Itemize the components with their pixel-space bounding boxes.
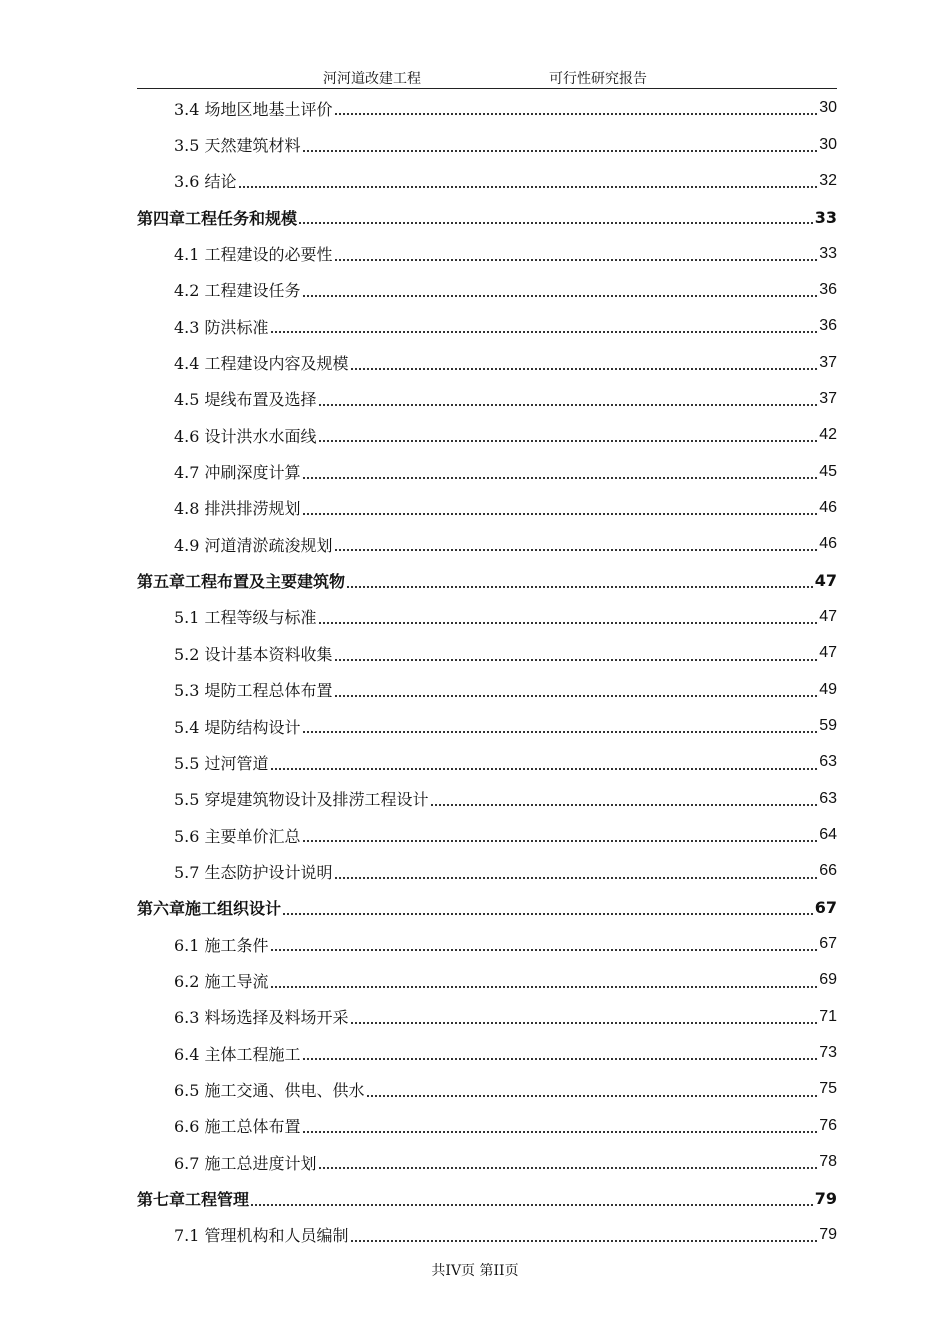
- toc-entry-title: 6.4 主体工程施工: [174, 1044, 301, 1064]
- toc-entry-title: 第七章工程管理: [137, 1189, 250, 1209]
- toc-section-entry[interactable]: [137, 453, 837, 489]
- dot-leader: [335, 259, 818, 261]
- toc-entry-title: 6.1 施工条件: [174, 935, 269, 955]
- dot-leader: [347, 586, 813, 588]
- toc-entry-title: 3.6 结论: [174, 172, 237, 192]
- toc-entry-page: 47: [819, 607, 837, 625]
- toc-entry-title: 4.8 排洪排涝规划: [174, 499, 301, 519]
- toc-entry-page: 64: [819, 826, 837, 844]
- toc-entry-title: 4.3 防洪标准: [174, 317, 269, 337]
- dot-leader: [335, 549, 818, 551]
- toc-entry-page: 67: [819, 935, 837, 953]
- toc-entry-page: 59: [819, 717, 837, 735]
- toc-entry-title: 5.5 穿堤建筑物设计及排涝工程设计: [174, 790, 429, 810]
- dot-leader: [303, 731, 818, 733]
- toc-section-entry[interactable]: [137, 817, 837, 853]
- table-of-contents: [137, 90, 837, 1253]
- toc-entry-title: 3.4 场地区地基土评价: [174, 99, 333, 119]
- dot-leader: [335, 659, 818, 661]
- dot-leader: [271, 949, 818, 951]
- toc-entry-page: 79: [814, 1188, 837, 1208]
- dot-leader: [303, 477, 818, 479]
- toc-section-entry[interactable]: [137, 126, 837, 162]
- dot-leader: [319, 440, 818, 442]
- toc-entry-title: 4.9 河道清淤疏浚规划: [174, 535, 333, 555]
- toc-entry-page: 47: [814, 571, 837, 591]
- toc-section-entry[interactable]: [137, 1144, 837, 1180]
- toc-entry-title: 第五章工程布置及主要建筑物: [137, 572, 346, 592]
- dot-leader: [303, 1131, 818, 1133]
- toc-section-entry[interactable]: [137, 272, 837, 308]
- toc-entry-page: 46: [819, 535, 837, 553]
- dot-leader: [299, 222, 813, 224]
- toc-entry-title: 5.3 堤防工程总体布置: [174, 681, 333, 701]
- dot-leader: [239, 186, 818, 188]
- toc-entry-page: 71: [819, 1007, 837, 1025]
- dot-leader: [251, 1204, 813, 1206]
- toc-entry-page: 78: [819, 1153, 837, 1171]
- header-report-type: 可行性研究报告: [549, 71, 647, 87]
- toc-chapter-entry[interactable]: [137, 890, 837, 926]
- toc-entry-page: 30: [819, 99, 837, 117]
- toc-entry-page: 30: [819, 135, 837, 153]
- toc-entry-page: 63: [819, 753, 837, 771]
- toc-entry-page: 66: [819, 862, 837, 880]
- dot-leader: [335, 695, 818, 697]
- toc-entry-title: 6.3 料场选择及料场开采: [174, 1008, 349, 1028]
- toc-entry-title: 5.2 设计基本资料收集: [174, 644, 333, 664]
- toc-section-entry[interactable]: [137, 1035, 837, 1071]
- toc-entry-title: 第六章施工组织设计: [137, 899, 282, 919]
- toc-entry-page: 46: [819, 498, 837, 516]
- toc-entry-title: 4.6 设计洪水水面线: [174, 426, 317, 446]
- toc-entry-title: 4.7 冲刷深度计算: [174, 463, 301, 483]
- toc-section-entry[interactable]: [137, 526, 837, 562]
- toc-entry-title: 4.5 堤线布置及选择: [174, 390, 317, 410]
- toc-entry-title: 6.5 施工交通、供电、供水: [174, 1080, 365, 1100]
- toc-chapter-entry[interactable]: [137, 199, 837, 235]
- dot-leader: [335, 877, 818, 879]
- toc-section-entry[interactable]: [137, 308, 837, 344]
- toc-section-entry[interactable]: [137, 999, 837, 1035]
- toc-entry-page: 37: [819, 353, 837, 371]
- toc-section-entry[interactable]: [137, 781, 837, 817]
- toc-entry-title: 4.4 工程建设内容及规模: [174, 354, 349, 374]
- toc-entry-page: 75: [819, 1080, 837, 1098]
- toc-entry-page: 45: [819, 462, 837, 480]
- toc-section-entry[interactable]: [137, 490, 837, 526]
- toc-entry-page: 76: [819, 1116, 837, 1134]
- dot-leader: [367, 1095, 818, 1097]
- dot-leader: [303, 513, 818, 515]
- toc-section-entry[interactable]: [137, 90, 837, 126]
- dot-leader: [351, 368, 818, 370]
- dot-leader: [271, 768, 818, 770]
- page-footer: 共IV页 第II页: [431, 1263, 519, 1279]
- toc-entry-title: 6.2 施工导流: [174, 971, 269, 991]
- dot-leader: [351, 1240, 818, 1242]
- toc-chapter-entry[interactable]: [137, 562, 837, 598]
- toc-entry-title: 3.5 天然建筑材料: [174, 136, 301, 156]
- toc-entry-page: 49: [819, 680, 837, 698]
- toc-section-entry[interactable]: [137, 235, 837, 271]
- page-header: [137, 66, 837, 89]
- toc-entry-page: 33: [814, 207, 837, 227]
- toc-section-entry[interactable]: [137, 1108, 837, 1144]
- toc-entry-title: 5.6 主要单价汇总: [174, 826, 301, 846]
- toc-entry-title: 5.1 工程等级与标准: [174, 608, 317, 628]
- toc-section-entry[interactable]: [137, 635, 837, 671]
- toc-section-entry[interactable]: [137, 672, 837, 708]
- dot-leader: [271, 986, 818, 988]
- toc-entry-page: 37: [819, 389, 837, 407]
- dot-leader: [351, 1022, 818, 1024]
- toc-chapter-entry[interactable]: [137, 1180, 837, 1216]
- toc-entry-page: 47: [819, 644, 837, 662]
- dot-leader: [319, 404, 818, 406]
- toc-entry-page: 63: [819, 789, 837, 807]
- toc-section-entry[interactable]: [137, 926, 837, 962]
- toc-section-entry[interactable]: [137, 962, 837, 998]
- toc-section-entry[interactable]: [137, 417, 837, 453]
- toc-entry-title: 6.6 施工总体布置: [174, 1117, 301, 1137]
- dot-leader: [335, 113, 818, 115]
- toc-entry-title: 5.7 生态防护设计说明: [174, 862, 333, 882]
- toc-entry-title: 4.1 工程建设的必要性: [174, 245, 333, 265]
- header-project-title: 河河道改建工程: [323, 71, 421, 87]
- dot-leader: [303, 1058, 818, 1060]
- toc-entry-page: 36: [819, 317, 837, 335]
- toc-entry-title: 4.2 工程建设任务: [174, 281, 301, 301]
- toc-entry-page: 69: [819, 971, 837, 989]
- toc-section-entry[interactable]: [137, 853, 837, 889]
- dot-leader: [271, 331, 818, 333]
- dot-leader: [303, 295, 818, 297]
- dot-leader: [303, 840, 818, 842]
- toc-entry-title: 6.7 施工总进度计划: [174, 1153, 317, 1173]
- toc-entry-page: 73: [819, 1044, 837, 1062]
- toc-section-entry[interactable]: [137, 1217, 837, 1253]
- toc-section-entry[interactable]: [137, 381, 837, 417]
- dot-leader: [319, 622, 818, 624]
- toc-section-entry[interactable]: [137, 1071, 837, 1107]
- dot-leader: [319, 1167, 818, 1169]
- toc-section-entry[interactable]: [137, 708, 837, 744]
- toc-entry-page: 33: [819, 244, 837, 262]
- toc-entry-page: 79: [819, 1225, 837, 1243]
- toc-entry-title: 第四章工程任务和规模: [137, 208, 298, 228]
- toc-section-entry[interactable]: [137, 163, 837, 199]
- toc-entry-title: 5.5 过河管道: [174, 753, 269, 773]
- toc-section-entry[interactable]: [137, 599, 837, 635]
- toc-section-entry[interactable]: [137, 744, 837, 780]
- dot-leader: [283, 913, 813, 915]
- toc-entry-page: 32: [819, 171, 837, 189]
- toc-entry-title: 7.1 管理机构和人员编制: [174, 1226, 349, 1246]
- toc-entry-page: 67: [814, 898, 837, 918]
- toc-entry-title: 5.4 堤防结构设计: [174, 717, 301, 737]
- dot-leader: [431, 804, 818, 806]
- toc-section-entry[interactable]: [137, 344, 837, 380]
- toc-entry-page: 36: [819, 280, 837, 298]
- toc-entry-page: 42: [819, 426, 837, 444]
- dot-leader: [303, 150, 818, 152]
